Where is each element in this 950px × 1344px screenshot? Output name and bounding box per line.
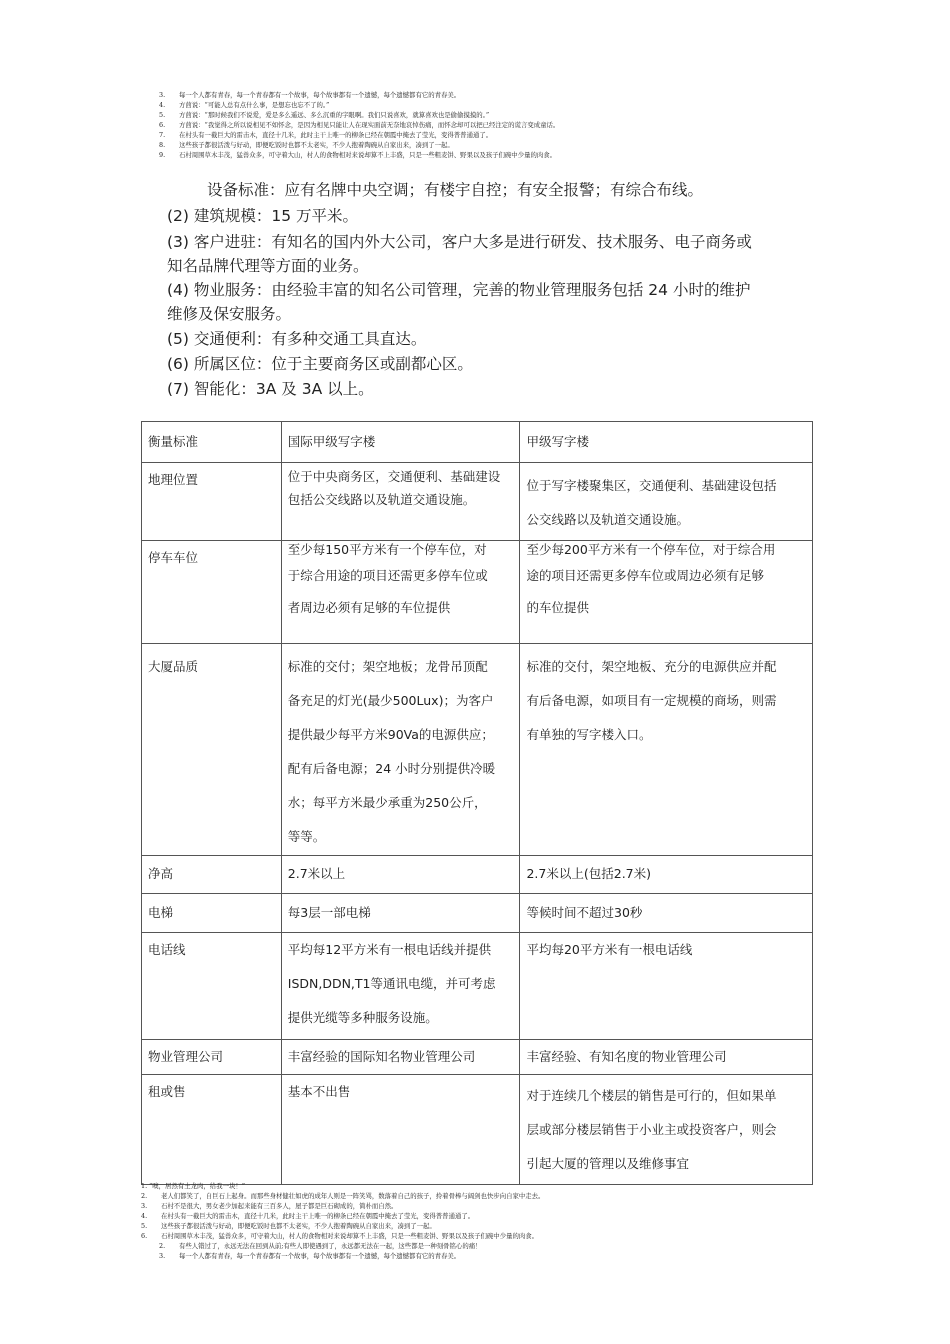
footnote-text: 石村周围草木丰茂，猛兽众多，可守着大山，村人的食物相对来说却算不上丰盛，只是一些粗麦饼、野果以及孩子们碗中少量的肉食。 xyxy=(161,1232,539,1240)
cell-line: 标准的交付，架空地板、充分的电源供应并配 xyxy=(526,659,777,674)
cell-international-a xyxy=(281,933,520,1040)
table-row xyxy=(142,1040,813,1075)
row-label: 电话线 xyxy=(142,933,282,1040)
cell-line: 至少每150平方米有一个停车位，对 xyxy=(287,542,487,557)
cell-line: 包括公交线路以及轨道交通设施。 xyxy=(287,492,476,507)
cell-grade-a: 等候时间不超过30秒 xyxy=(520,894,813,933)
row-label: 租或售 xyxy=(142,1075,282,1185)
table-header-row xyxy=(142,422,813,463)
footnote-number: 5. xyxy=(159,111,166,119)
footnote-number: 6. xyxy=(159,121,166,129)
header-criteria: 衡量标准 xyxy=(142,422,282,463)
cell-line: 位于写字楼聚集区，交通便利、基础建设包括 xyxy=(526,478,777,493)
footnote-text: 方茴说：“那时候我们不说爱，爱是多么遥远、多么沉重的字眼啊。我们只说喜欢，就算喜欢也是偷偷摸摸的。” xyxy=(179,111,490,119)
footnote xyxy=(141,1251,841,1261)
cell-line: 有后备电源，如项目有一定规模的商场，则需 xyxy=(526,693,777,708)
row-label: 停车车位 xyxy=(142,541,282,644)
footnote-text: 石村周围草木丰茂，猛兽众多，可守着大山，村人的食物相对来说却算不上丰盛，只是一些粗麦饼、野果以及孩子们碗中少量的肉食。 xyxy=(179,151,557,159)
footnote-number: 6. xyxy=(141,1232,148,1240)
cell-line: 配有后备电源；24 小时分别提供冷暖 xyxy=(287,761,496,776)
footnote-number: 3. xyxy=(141,1202,148,1210)
cell-grade-a: 丰富经验、有知名度的物业管理公司 xyxy=(520,1040,813,1075)
footnote-number: 5. xyxy=(141,1222,148,1230)
top-footnotes xyxy=(141,90,841,160)
cell-line: 提供光缆等多种服务设施。 xyxy=(287,1010,438,1025)
body-line-equipment: 设备标准：应有名牌中央空调；有楼宇自控；有安全报警；有综合布线。 xyxy=(207,181,704,199)
footnote-number: 7. xyxy=(159,131,166,139)
table-row xyxy=(142,1075,813,1185)
footnote-number: 1. xyxy=(141,1182,148,1190)
footnote-text: 方茴说：“我觉得之所以说相见不如怀念，是因为相见只能让人在现实面前无奈地哀悼伤痛，而怀念却可以把已经注定的谎言变成童话。 xyxy=(179,121,560,129)
footnote xyxy=(141,140,841,150)
footnote-text: 在村头有一截巨大的雷击木，直径十几米，此时主干上唯一的柳条已经在朝霞中掩去了莹光，变得普普通通了。 xyxy=(179,131,493,139)
cell-line: 至少每200平方米有一个停车位，对于综合用 xyxy=(526,542,776,557)
body-line-property: (4) 物业服务：由经验丰富的知名公司管理，完善的物业管理服务包括 24 小时的维护 xyxy=(167,281,751,299)
cell-line: 公交线路以及轨道交通设施。 xyxy=(526,512,689,527)
table-row xyxy=(142,463,813,541)
footnote-number: 4. xyxy=(141,1212,148,1220)
footnote-number: 9. xyxy=(159,151,166,159)
cell-line: 对于连续几个楼层的销售是可行的，但如果单 xyxy=(526,1088,777,1103)
footnote xyxy=(141,100,841,110)
bottom-footnotes xyxy=(141,1181,841,1261)
footnote-text: 每一个人都有青春，每一个青春都有一个故事，每个故事都有一个遗憾，每个遗憾都有它的青春美。 xyxy=(179,91,461,99)
cell-line: 引起大厦的管理以及维修事宜 xyxy=(526,1156,689,1171)
footnote xyxy=(141,150,841,160)
footnote xyxy=(141,130,841,140)
footnote xyxy=(141,1191,841,1201)
footnote-text: 老人们都笑了，自巨石上起身。而那些身材健壮如虎的成年人则是一阵笑骂，数落着自己的孩子，拎着骨棒与阔剑也快步向自家中走去。 xyxy=(161,1192,545,1200)
cell-international-a xyxy=(281,644,520,856)
cell-line: 备充足的灯光(最少500Lux)；为客户 xyxy=(287,693,494,708)
footnote xyxy=(141,110,841,120)
footnote xyxy=(141,90,841,100)
cell-line: 标准的交付；架空地板；龙骨吊顶配 xyxy=(287,659,488,674)
cell-line: 有单独的写字楼入口。 xyxy=(526,727,652,742)
cell-line: 水；每平方米最少承重为250公斤， xyxy=(287,795,487,810)
body-line-transport: (5) 交通便利：有多种交通工具直达。 xyxy=(167,330,427,348)
footnote-text: 每一个人都有青春，每一个青春都有一个故事，每个故事都有一个遗憾，每个遗憾都有它的青春美。 xyxy=(179,1252,461,1260)
footnote-text: 方茴说：“可能人总有点什么事，是想忘也忘不了的。” xyxy=(179,101,330,109)
cell-line: 于综合用途的项目还需更多停车位或 xyxy=(287,568,488,583)
cell-international-a xyxy=(281,1075,520,1185)
body-line-property-cont: 维修及保安服务。 xyxy=(167,305,292,323)
header-international-a: 国际甲级写字楼 xyxy=(281,422,520,463)
cell-line: 平均每12平方米有一根电话线并提供 xyxy=(287,942,492,957)
cell-international-a xyxy=(281,463,520,541)
cell-grade-a xyxy=(520,933,813,1040)
footnote-text: “噢，居然有土龙肉，给我一块！” xyxy=(149,1182,246,1190)
footnote xyxy=(141,1181,841,1191)
footnote xyxy=(141,1221,841,1231)
footnote-text: 这些孩子都很活泼与好动，即便吃饭时也都不太老实，不少人抱着陶碗从自家出来，凑到了一起。 xyxy=(161,1222,436,1230)
cell-international-a: 每3层一部电梯 xyxy=(281,894,520,933)
footnote-number: 2. xyxy=(159,1242,166,1250)
cell-line: 等等。 xyxy=(287,829,326,844)
row-label: 物业管理公司 xyxy=(142,1040,282,1075)
table-row xyxy=(142,856,813,894)
footnote xyxy=(141,1201,841,1211)
footnote-text: 石村不是很大，男女老少加起来能有三百多人，屋子都是巨石砌成的，简朴而自然。 xyxy=(161,1202,398,1210)
table-row xyxy=(142,933,813,1040)
comparison-table xyxy=(141,421,813,1185)
footnote-number: 4. xyxy=(159,101,166,109)
footnote xyxy=(141,1231,841,1241)
body-line-scale: (2) 建筑规模：15 万平米。 xyxy=(167,207,359,225)
cell-grade-a xyxy=(520,463,813,541)
row-label: 电梯 xyxy=(142,894,282,933)
cell-line: 途的项目还需更多停车位或周边必须有足够 xyxy=(526,568,764,583)
footnote-number: 3. xyxy=(159,1252,166,1260)
footnote xyxy=(141,1241,841,1251)
cell-grade-a xyxy=(520,1075,813,1185)
cell-grade-a xyxy=(520,541,813,644)
body-line-tenants: (3) 客户进驻：有知名的国内外大公司，客户大多是进行研发、技术服务、电子商务或 xyxy=(167,233,752,251)
cell-line: 基本不出售 xyxy=(287,1084,351,1099)
table-row xyxy=(142,894,813,933)
footnote-number: 3. xyxy=(159,91,166,99)
footnote xyxy=(141,120,841,130)
cell-line: ISDN,DDN,T1等通讯电缆，并可考虑 xyxy=(287,976,496,991)
body-line-tenants-cont: 知名品牌代理等方面的业务。 xyxy=(167,257,369,275)
cell-line: 提供最少每平方米90Va的电源供应； xyxy=(287,727,494,742)
cell-line: 层或部分楼层销售于小业主或投资客户，则会 xyxy=(526,1122,777,1137)
cell-line: 位于中央商务区，交通便利、基础建设 xyxy=(287,469,501,484)
footnote xyxy=(141,1211,841,1221)
cell-international-a xyxy=(281,541,520,644)
cell-line: 者周边必须有足够的车位提供 xyxy=(287,600,451,615)
cell-international-a: 丰富经验的国际知名物业管理公司 xyxy=(281,1040,520,1075)
row-label: 地理位置 xyxy=(142,463,282,541)
cell-grade-a xyxy=(520,644,813,856)
footnote-text: 在村头有一截巨大的雷击木，直径十几米，此时主干上唯一的柳条已经在朝霞中掩去了莹光，变得普普通通了。 xyxy=(161,1212,475,1220)
footnote-text: 这些孩子都很活泼与好动，即便吃饭时也都不太老实，不少人抱着陶碗从自家出来，凑到了一起。 xyxy=(179,141,454,149)
footnote-number: 2. xyxy=(141,1192,148,1200)
footnote-number: 8. xyxy=(159,141,166,149)
table-row xyxy=(142,644,813,856)
header-grade-a: 甲级写字楼 xyxy=(520,422,813,463)
footnote-text: 有些人错过了，永远无法在回到从前;有些人即使遇到了，永远都无法在一起，这些都是一种刻骨铭心的痛！ xyxy=(179,1242,482,1250)
cell-grade-a: 2.7米以上(包括2.7米) xyxy=(520,856,813,894)
cell-line: 的车位提供 xyxy=(526,600,589,615)
body-line-intelligence: (7) 智能化：3A 及 3A 以上。 xyxy=(167,380,374,398)
table-row xyxy=(142,541,813,644)
row-label: 大厦品质 xyxy=(142,644,282,856)
row-label: 净高 xyxy=(142,856,282,894)
cell-line: 平均每20平方米有一根电话线 xyxy=(526,942,693,957)
body-line-location: (6) 所属区位：位于主要商务区或副都心区。 xyxy=(167,355,473,373)
cell-international-a: 2.7米以上 xyxy=(281,856,520,894)
